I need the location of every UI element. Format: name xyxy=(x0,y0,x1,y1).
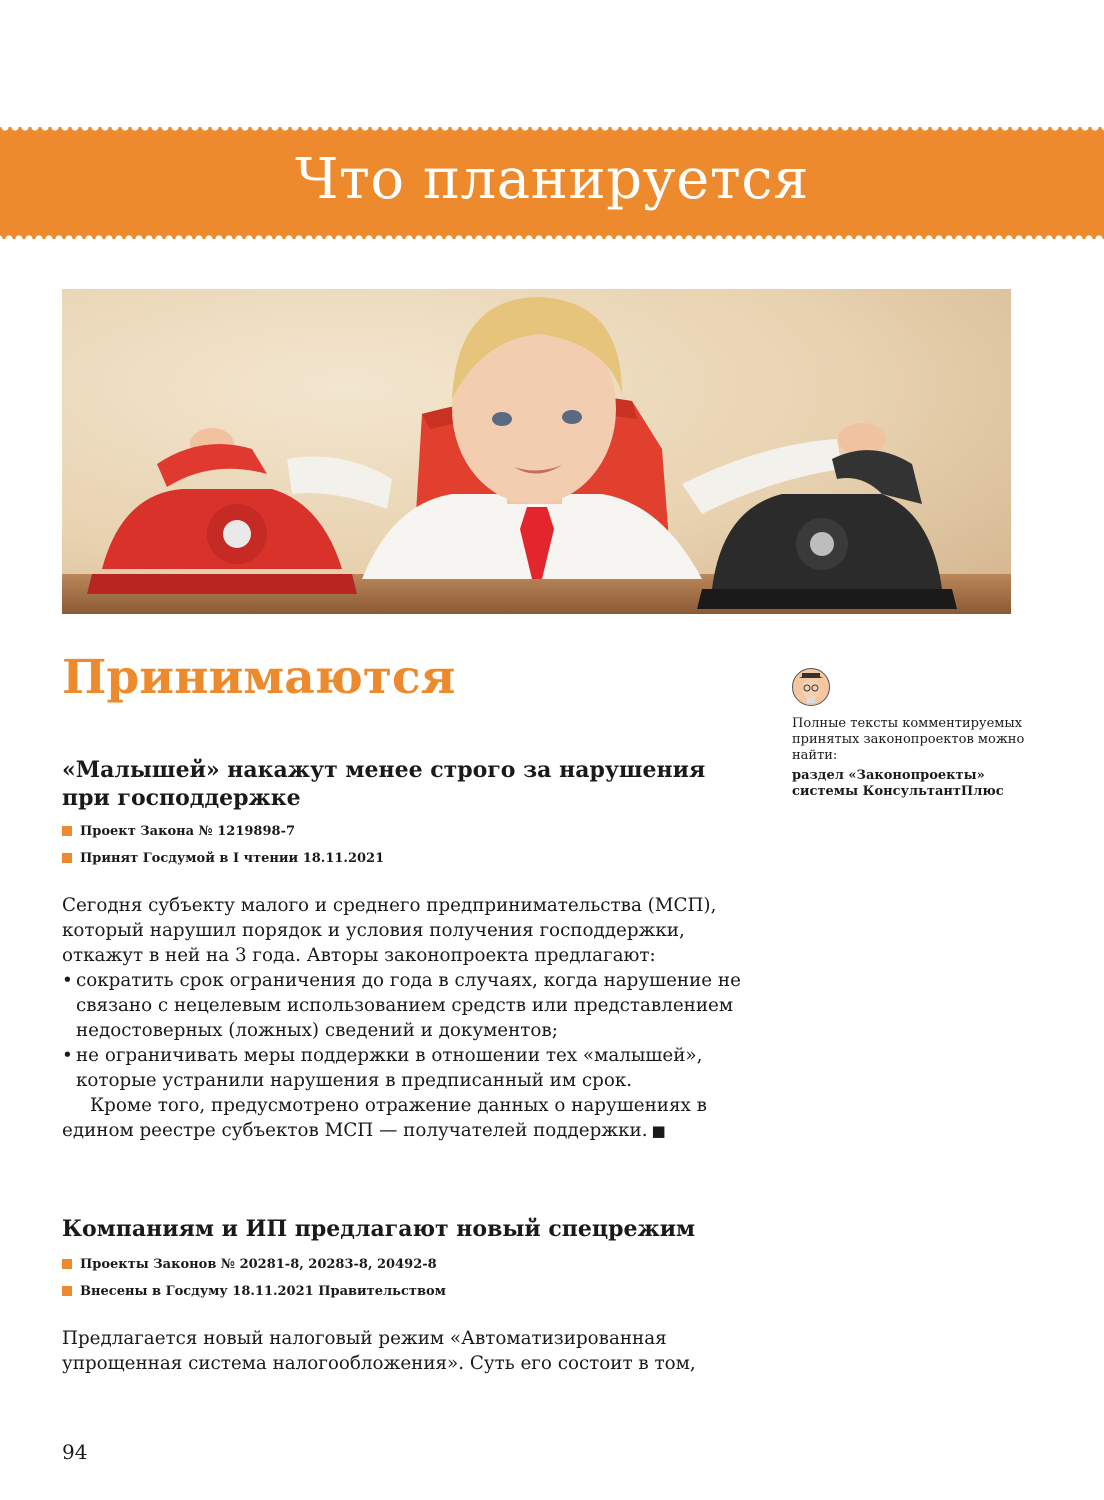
article-title: «Малышей» накажут менее строго за нарушения при господдержке xyxy=(62,757,706,811)
orange-square-marker xyxy=(62,1259,72,1269)
orange-square-marker xyxy=(62,826,72,836)
article-intro: Сегодня субъекту малого и среднего предпринимательства (МСП), который нарушил порядок и условия получения господдержки, откажут в ней на 3 года. Авторы законопроекта предлагают: xyxy=(62,895,717,966)
sidebar-source-link: раздел «Законопроекты» системы КонсультантПлюс xyxy=(792,768,1004,799)
sidebar-note-text: Полные тексты комментируемых принятых законопроектов можно найти: xyxy=(792,716,1025,763)
banner-title: Что планируется xyxy=(295,147,809,212)
professor-avatar-icon xyxy=(792,668,830,706)
article-meta-item: Принят Госдумой в I чтении 18.11.2021 xyxy=(62,851,384,867)
article-intro: Предлагается новый налоговый режим «Автоматизированная упрощенная система налогообложения». Суть его состоит в том, xyxy=(62,1328,696,1374)
article-body xyxy=(62,893,752,1144)
orange-square-marker xyxy=(62,1286,72,1296)
bullet-list xyxy=(62,968,752,1093)
article-closing: Кроме того, предусмотрено отражение данных о нарушениях в едином реестре субъектов МСП — получателей поддержки. ■ xyxy=(62,1095,707,1141)
orange-square-marker xyxy=(62,853,72,863)
section-title: Принимаются xyxy=(62,650,456,705)
bullet-item: • не ограничивать меры поддержки в отношении тех «малышей», которые устранили нарушения в предписанный им срок. xyxy=(62,1043,752,1093)
sidebar-note xyxy=(792,668,1032,800)
child-with-telephones-photo xyxy=(62,289,1011,614)
article-body xyxy=(62,1326,752,1376)
article-meta-item: Проекты Законов № 20281-8, 20283-8, 20492-8 xyxy=(62,1257,437,1273)
header-banner xyxy=(0,127,1104,239)
end-mark: ■ xyxy=(651,1122,666,1140)
article-meta-item: Проект Закона № 1219898-7 xyxy=(62,824,295,840)
bullet-item: • сократить срок ограничения до года в случаях, когда нарушение не связано с нецелевым использованием средств или представлением недостоверных (ложных) сведений и документов; xyxy=(62,968,752,1043)
article-title: Компаниям и ИП предлагают новый спецрежим xyxy=(62,1216,696,1242)
page-number: 94 xyxy=(62,1440,88,1464)
article-meta-item: Внесены в Госдуму 18.11.2021 Правительством xyxy=(62,1284,446,1300)
